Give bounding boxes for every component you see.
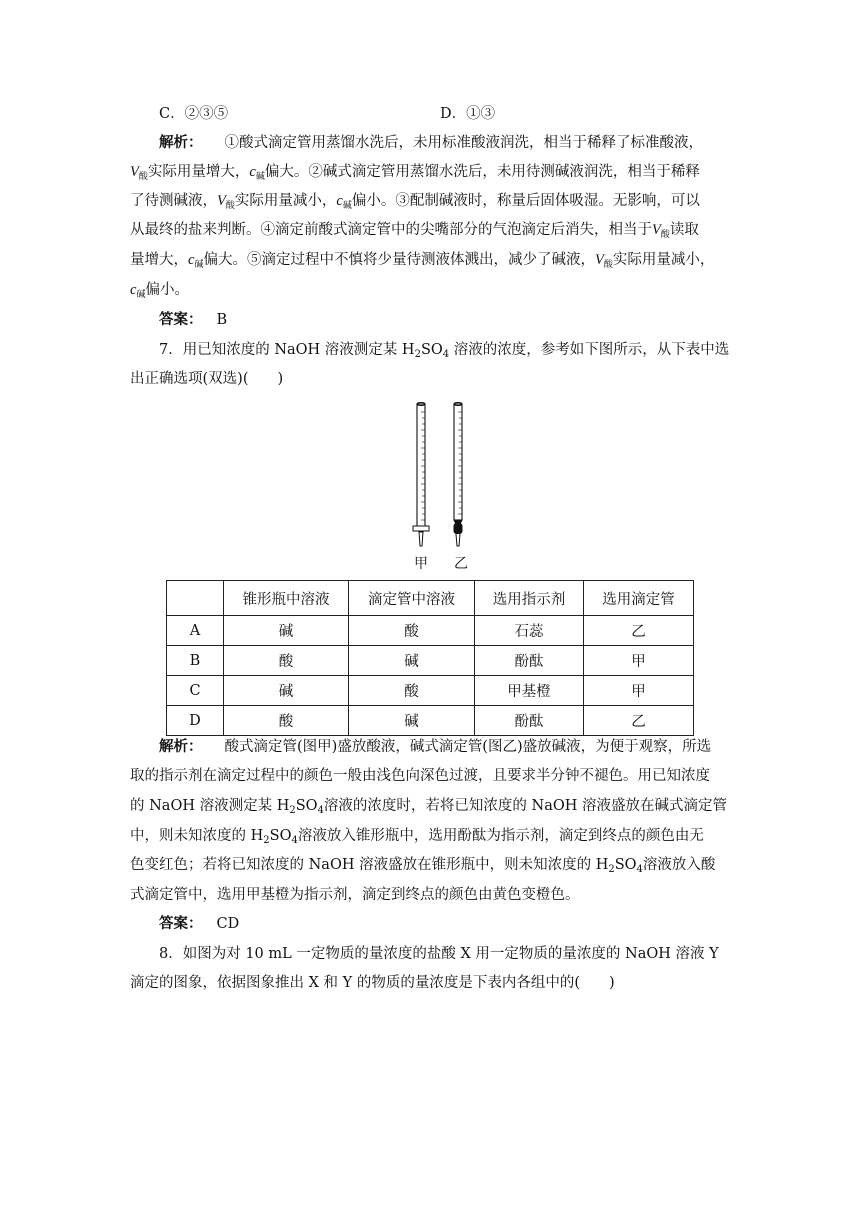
table-cell: 酸 <box>224 706 349 736</box>
table-row <box>167 616 694 646</box>
table-header-cell: 锥形瓶中溶液 <box>224 581 349 616</box>
analysis1-line2: $V_酸$实际用量增大，$c_碱$偏大。②碱式滴定管用蒸馏水洗后，未用待测碱液润洗，相当于稀释 <box>130 164 700 182</box>
base-burette <box>454 403 463 547</box>
analysis2-line3: 的 NaOH 溶液测定某 $H_2SO_4$溶液的浓度时，若将已知浓度的 NaOH 溶液盛放在碱式滴定管 <box>130 798 728 816</box>
answer-label: 答案： <box>159 311 203 328</box>
table-cell: 碱 <box>224 616 349 646</box>
analysis2-line4: 中，则未知浓度的 $H_2SO_4$溶液放入锥形瓶中，选用酚酞为指示剂，滴定到终点的颜色由无 <box>130 828 704 846</box>
question7-line2: 出正确选项(双选)( ) <box>130 371 284 387</box>
table-cell: B <box>167 646 224 676</box>
answer1 <box>159 310 759 330</box>
table-header-cell: 选用指示剂 <box>475 581 584 616</box>
table-header-cell: 滴定管中溶液 <box>349 581 475 616</box>
option-c: C．②③⑤ <box>159 106 229 122</box>
answer2 <box>159 914 759 934</box>
table-row <box>167 706 694 736</box>
table-cell: 酚酞 <box>475 706 584 736</box>
answer-value: B <box>216 312 228 328</box>
table-cell: D <box>167 706 224 736</box>
analysis2-line2: 取的指示剂在滴定过程中的颜色一般由浅色向深色过渡，且要求半分钟不褪色。用已知浓度 <box>130 768 710 784</box>
analysis2-line5: 色变红色；若将已知浓度的 NaOH 溶液盛放在锥形瓶中，则未知浓度的 $H_2SO_4$溶液放入酸 <box>130 857 716 875</box>
option-d: D．①③ <box>440 106 496 122</box>
table-row <box>167 676 694 706</box>
analysis2-line6: 式滴定管中，选用甲基橙为指示剂，滴定到终点的颜色由黄色变橙色。 <box>130 887 580 903</box>
question7-line1: 7．用已知浓度的 NaOH 溶液测定某 $H_2SO_4$ 溶液的浓度，参考如下图所示，从下表中选 <box>159 342 730 360</box>
analysis2-line1: 解析： 酸式滴定管(图甲)盛放酸液，碱式滴定管(图乙)盛放碱液，为便于观察，所选 <box>159 738 712 755</box>
burette-figure <box>400 400 480 570</box>
table-header-cell <box>167 581 224 616</box>
question8-line1: 8．如图为对 10 mL 一定物质的量浓度的盐酸 X 用一定物质的量浓度的 NaOH 溶液 Y <box>159 946 719 962</box>
table-cell: 甲 <box>584 676 694 706</box>
analysis1-line5: 量增大，$c_碱$偏大。⑤滴定过程中不慎将少量待测液体溅出，减少了碱液，$V_酸$实际用量减小， <box>130 252 715 270</box>
table-cell: 甲 <box>584 646 694 676</box>
analysis1-line1: 解析： ①酸式滴定管用蒸馏水洗后，未用标准酸液润洗，相当于稀释了标准酸液， <box>159 134 703 151</box>
table-cell: 碱 <box>349 706 475 736</box>
table-cell: 乙 <box>584 706 694 736</box>
analysis1-line6: $c_碱$偏小。 <box>130 282 189 300</box>
acid-burette <box>413 403 429 547</box>
table-cell: A <box>167 616 224 646</box>
answer-value: CD <box>216 916 240 932</box>
table-cell: 碱 <box>224 676 349 706</box>
table-cell: 酚酞 <box>475 646 584 676</box>
table-header-row <box>167 581 694 616</box>
table-cell: 酸 <box>224 646 349 676</box>
table-cell: 碱 <box>349 646 475 676</box>
figure-label-jia: 甲 <box>414 556 428 572</box>
analysis-label: 解析： <box>159 134 203 151</box>
table-cell: 乙 <box>584 616 694 646</box>
analysis1-line3: 了待测碱液，$V_酸$实际用量减小，$c_碱$偏小。③配制碱液时，称量后固体吸湿。无影响，可以 <box>130 193 700 211</box>
answer-label: 答案： <box>159 915 203 932</box>
table-cell: 石蕊 <box>475 616 584 646</box>
analysis1-line4: 从最终的盐来判断。④滴定前酸式滴定管中的尖嘴部分的气泡滴定后消失，相当于$V_酸$读取 <box>130 222 699 240</box>
table-header-cell: 选用滴定管 <box>584 581 694 616</box>
table-cell: C <box>167 676 224 706</box>
question8-line2: 滴定的图象，依据图象推出 X 和 Y 的物质的量浓度是下表内各组中的( ) <box>130 975 615 991</box>
table-cell: 酸 <box>349 616 475 646</box>
table-row <box>167 646 694 676</box>
figure-label-yi: 乙 <box>454 556 468 572</box>
table-cell: 甲基橙 <box>475 676 584 706</box>
options-table <box>166 580 694 736</box>
analysis-label: 解析： <box>159 738 203 755</box>
table-cell: 酸 <box>349 676 475 706</box>
